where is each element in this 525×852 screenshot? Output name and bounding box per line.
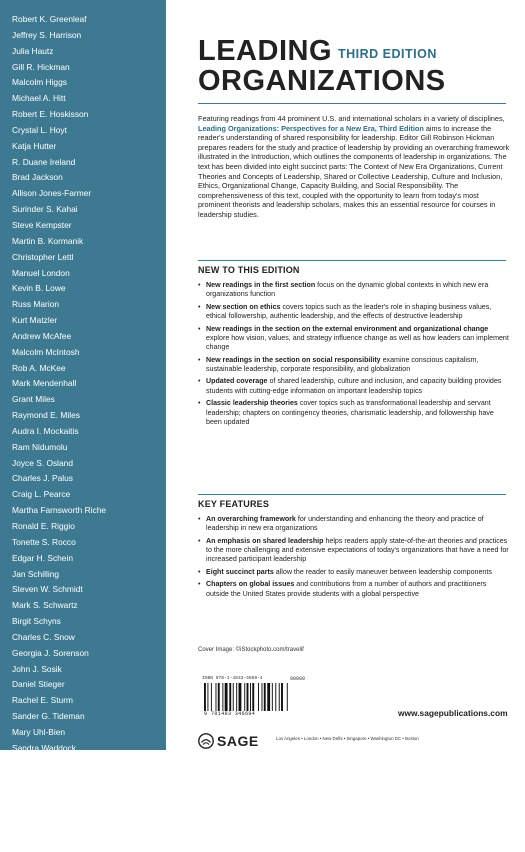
contributor-name: Rachel E. Sturm bbox=[12, 695, 73, 706]
contributor-name: Birgit Schyns bbox=[12, 616, 61, 627]
item-text: focus on the dynamic global contexts in which new era organizations function bbox=[206, 281, 489, 299]
item-text: helps readers apply state-of-the-art theories and practices to the more challenging and extensive expectations of today's organizations that have a need for increased participant leadership bbox=[206, 536, 509, 564]
contributor-name: Sandra Waddock bbox=[12, 742, 76, 753]
contributor-name: Julia Hautz bbox=[12, 45, 54, 56]
contributor-name: Gill R. Hickman bbox=[12, 61, 70, 72]
contributor-name: Malcolm Higgs bbox=[12, 77, 67, 88]
item-lead: An emphasis on shared leadership bbox=[206, 536, 324, 545]
contributor-name: Russ Marion bbox=[12, 299, 60, 310]
contributor-name: Christina L. Wassenaar bbox=[12, 774, 99, 785]
publisher-website: www.sagepublications.com bbox=[398, 708, 508, 718]
item-lead: New readings in the section on social responsibility bbox=[206, 355, 381, 364]
barcode-bar bbox=[262, 683, 263, 711]
new-edition-list bbox=[198, 281, 510, 430]
item-text: of shared leadership, culture and inclusion, and capacity building provides students with cutting-edge information on important leadership topics bbox=[206, 377, 502, 395]
barcode-digits: 9 781483 346694 bbox=[204, 711, 256, 717]
contributor-name: Martha Farnsworth Riche bbox=[12, 505, 107, 516]
contributor-name: Mark Mendenhall bbox=[12, 378, 77, 389]
contributor-name: Charles J. Palus bbox=[12, 473, 73, 484]
contributor-name: Kurt Matzler bbox=[12, 315, 58, 326]
key-features-heading: KEY FEATURES bbox=[198, 499, 270, 509]
barcode-image bbox=[202, 683, 312, 711]
contributor-name: Allison Jones-Farmer bbox=[12, 188, 92, 199]
barcode-bar bbox=[267, 683, 270, 711]
key-features-item bbox=[198, 537, 510, 565]
item-text: cover topics such as transformational leadership and servant leadership; chapters on contingency theories, charismatic leadership, and followership have been updated bbox=[206, 399, 494, 426]
key-features-item bbox=[198, 515, 510, 534]
new-edition-item bbox=[198, 281, 510, 300]
contributor-name: Daniel Stieger bbox=[12, 679, 65, 690]
contributor-name: Charles C. Snow bbox=[12, 631, 75, 642]
item-text: explore how vision, values, and strategy influence change as well as how leaders can implement change bbox=[206, 333, 509, 352]
key-features-item bbox=[198, 580, 510, 599]
barcode-bar bbox=[275, 683, 276, 711]
publisher-name: SAGE bbox=[217, 733, 259, 749]
barcode-bar bbox=[247, 683, 249, 711]
barcode-bar bbox=[222, 683, 223, 711]
barcode-bar bbox=[225, 683, 228, 711]
contributor-name: Grant Miles bbox=[12, 394, 55, 405]
item-lead: Chapters on global issues bbox=[206, 580, 295, 589]
contributor-name: Brad Jackson bbox=[12, 172, 63, 183]
contributor-name: R. Duane Ireland bbox=[12, 156, 76, 167]
cover-image-credit: Cover Image: ©iStockphoto.com/travelif bbox=[198, 647, 304, 653]
contributor-name: Kevin B. Lowe bbox=[12, 283, 66, 294]
title-line-2: ORGANIZATIONS bbox=[198, 65, 446, 97]
key-features-item bbox=[198, 568, 510, 577]
contributor-name: Danielle P. Zandee bbox=[12, 822, 83, 833]
contributor-name: Malcolm McIntosh bbox=[12, 346, 80, 357]
contributor-name: Tonette S. Rocco bbox=[12, 536, 76, 547]
contributor-name: Robert E. Hoskisson bbox=[12, 109, 89, 120]
description-body: aims to increase the reader's understanding of shared responsibility for leadership. Editor Gill Robinson Hickman prepares readers for the study and practice of leadership by providing an overarching framework illustrated in the Introduction, which outlines the components of leadership in organizations. The text has been divided into eight succinct parts: The Context of New Era Organizations, Current Theories and Concepts of Leadership, Shared or Collective Leadership, Culture and Inclusion, Ethics, Organizational Change, Capacity Building, and Social Responsibility. The comprehensiveness of this text, coupled with the opportunity to learn from today's most prominent theorists and leadership scholars, makes this an essential resource for courses in leadership studies. bbox=[198, 123, 510, 219]
description-intro: Featuring readings from 44 prominent U.S. and international scholars in a variety of disciplines, bbox=[198, 114, 505, 123]
contributor-name: Ronald E. Riggio bbox=[12, 521, 75, 531]
barcode-bar bbox=[216, 683, 217, 711]
new-edition-item bbox=[198, 325, 510, 353]
barcode-bar bbox=[239, 683, 242, 711]
book-description bbox=[198, 114, 511, 220]
item-lead: New readings in the first section bbox=[206, 281, 316, 289]
contributor-name: Rob A. McKee bbox=[12, 362, 66, 373]
item-text: examine conscious capitalism, sustainable leadership, corporate responsibility, and globalization bbox=[206, 355, 479, 373]
contributor-name: Sander G. Tideman bbox=[12, 711, 85, 722]
contributor-name: Jan Schilling bbox=[12, 568, 60, 579]
contributor-name: Robert K. Greenleaf bbox=[12, 14, 87, 24]
new-edition-item bbox=[198, 303, 510, 322]
barcode-bar bbox=[233, 683, 234, 711]
contributor-name: Raymond E. Miles bbox=[12, 410, 80, 421]
publisher-cities: Los Angeles • London • New Delhi • Singapore • Washington DC • Boston bbox=[276, 736, 419, 741]
item-lead: Eight succinct parts bbox=[206, 567, 274, 576]
item-text: for understanding and enhancing the theory and practice of leadership in new era organizations bbox=[206, 515, 484, 533]
key-features-list bbox=[198, 515, 510, 602]
contributor-name: Steve Kempster bbox=[12, 219, 72, 230]
edition-label: THIRD EDITION bbox=[338, 47, 437, 61]
item-text: and contributions from a number of authors and practitioners outside the United States provide students with a global perspective bbox=[206, 580, 487, 598]
new-edition-heading: NEW TO THIS EDITION bbox=[198, 265, 300, 275]
contributor-name: Mary Uhl-Bien bbox=[12, 726, 66, 737]
item-lead: Updated coverage bbox=[206, 377, 268, 386]
contributor-name: Jeffrey S. Harrison bbox=[12, 29, 82, 40]
barcode-bar bbox=[204, 683, 206, 711]
title-divider bbox=[198, 103, 506, 104]
contributor-name: Audra I. Mockaitis bbox=[12, 425, 79, 436]
barcode-bar bbox=[252, 683, 254, 711]
barcode-bar bbox=[236, 683, 237, 711]
barcode-bar bbox=[244, 683, 245, 711]
key-features-divider bbox=[198, 494, 506, 495]
barcode-bar bbox=[279, 683, 280, 711]
item-lead: New readings in the section on the external environment and organizational change bbox=[206, 324, 489, 333]
contributor-name: Ram Nidumolu bbox=[12, 441, 68, 452]
item-text: allow the reader to easily maneuver between leadership components bbox=[273, 567, 492, 576]
new-edition-item bbox=[198, 356, 510, 375]
contributor-name: Edgar H. Schein bbox=[12, 552, 73, 563]
item-lead: Classic leadership theories bbox=[206, 399, 298, 408]
contributor-name: Surinder S. Kahai bbox=[12, 204, 78, 215]
item-lead: An overarching framework bbox=[206, 515, 296, 523]
contributor-name: Craig L. Pearce bbox=[12, 489, 71, 500]
contributor-name: Manuel London bbox=[12, 267, 70, 278]
barcode-bar bbox=[287, 683, 288, 711]
contributor-name: Tobias Wuerz bbox=[12, 806, 63, 817]
contributor-name: John J. Sosik bbox=[12, 663, 62, 674]
title-line-1: LEADING bbox=[198, 35, 332, 67]
contributor-name: Steven W. Schmidt bbox=[12, 584, 83, 595]
item-lead: New section on ethics bbox=[206, 302, 281, 311]
contributor-name: Crystal L. Hoyt bbox=[12, 124, 67, 135]
contributor-name: Lena Zander bbox=[12, 837, 60, 848]
contributor-name: Joyce S. Osland bbox=[12, 457, 73, 468]
barcode-bar bbox=[281, 683, 283, 711]
main-content bbox=[166, 0, 525, 750]
new-edition-item bbox=[198, 377, 510, 396]
contributor-name: Martin B. Kormanik bbox=[12, 235, 84, 246]
contributor-name: Christopher Lettl bbox=[12, 251, 74, 262]
barcode-bar bbox=[218, 683, 220, 711]
barcode-bar bbox=[250, 683, 251, 711]
contributor-name: Michael A. Hitt bbox=[12, 93, 66, 104]
sage-logo-icon bbox=[198, 733, 214, 749]
barcode-bar bbox=[229, 683, 231, 711]
item-text: covers topics such as the leader's role in shaping business values, ethical followership, authentic leadership, and the effects of destructive leadership bbox=[206, 302, 492, 321]
contributors-list bbox=[12, 12, 106, 852]
barcode-bar bbox=[264, 683, 266, 711]
new-edition-item bbox=[198, 399, 510, 427]
barcode-bar bbox=[258, 683, 259, 711]
contributor-name: Harvell Jack Walker bbox=[12, 758, 86, 769]
book-title bbox=[198, 36, 446, 96]
contributor-name: Georgia J. Sorenson bbox=[12, 647, 89, 658]
price-code: 90000 bbox=[290, 676, 306, 682]
description-title-highlight: Leading Organizations: Perspectives for a New Era, Third Edition bbox=[198, 123, 424, 133]
contributor-name: Andrew McAfee bbox=[12, 330, 72, 341]
isbn-label: ISBN 978-1-4833-4669-4 bbox=[202, 676, 263, 681]
contributors-sidebar bbox=[0, 0, 166, 848]
barcode-bar bbox=[207, 683, 208, 711]
contributor-name: Katja Hutter bbox=[12, 140, 57, 151]
barcode-bar bbox=[272, 683, 273, 711]
barcode-bar bbox=[211, 683, 212, 711]
contributor-name: John Whalen bbox=[12, 790, 61, 801]
contributor-name: Mark S. Schwartz bbox=[12, 600, 78, 611]
new-edition-divider bbox=[198, 260, 506, 261]
